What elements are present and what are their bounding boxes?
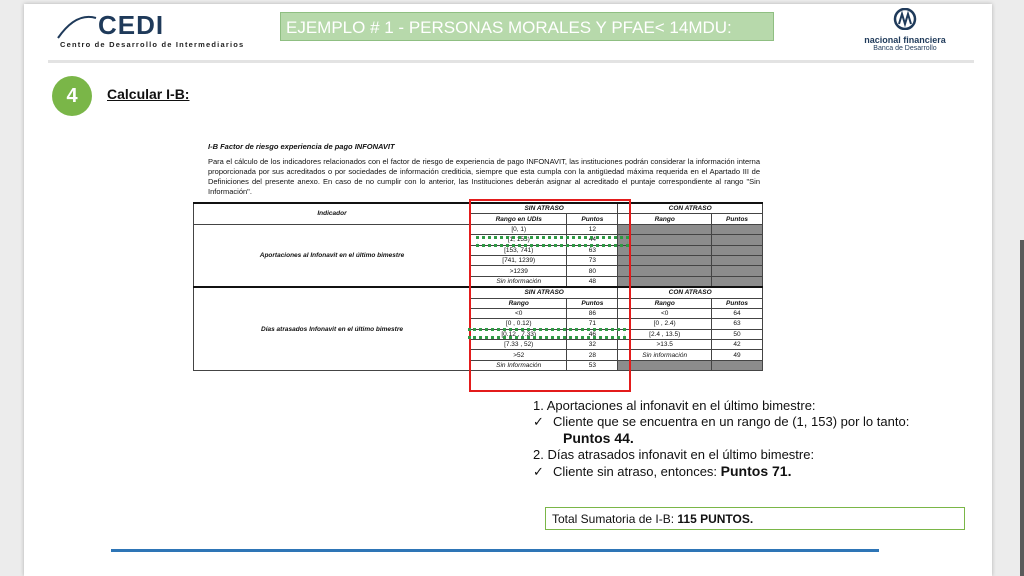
explanation-detail (533, 414, 980, 430)
edge-strip (1020, 240, 1024, 576)
table-cell: 63 (567, 245, 618, 255)
indicator-label: Días atrasados Infonavit en el último bimestre (194, 287, 471, 371)
table-cell: [2.4 , 13.5) (618, 329, 712, 339)
table-cell: [741, 1239) (471, 255, 567, 265)
selected-row-highlight (476, 236, 629, 247)
table-cell: 49 (712, 350, 763, 360)
explanation-detail (533, 463, 980, 480)
column-header: Puntos (567, 298, 618, 308)
table-cell: <0 (471, 308, 567, 318)
total-box (545, 507, 965, 530)
column-header: Rango (471, 298, 567, 308)
explanation-result: Puntos 71. (720, 463, 792, 479)
table-cell: >52 (471, 350, 567, 360)
cedi-logo (54, 8, 245, 52)
table-cell: 73 (567, 255, 618, 265)
header-divider (48, 60, 974, 63)
con-atraso-header: CON ATRASO (618, 287, 763, 298)
step-label: Calcular I-B: (107, 86, 190, 102)
table-cell: 48 (567, 276, 618, 287)
table-cell: >13.5 (618, 340, 712, 350)
nafin-logo-name: nacional financiera (864, 35, 946, 45)
table-cell: 28 (567, 350, 618, 360)
table-cell: [153, 741) (471, 245, 567, 255)
cedi-logo-subtitle: Centro de Desarrollo de Intermediarios (60, 40, 245, 49)
total-value: 115 PUNTOS. (677, 512, 754, 526)
table-cell: [0.12 , 7.33) (471, 329, 567, 339)
cedi-logo-word: CEDI (98, 10, 165, 40)
document-title: I-B Factor de riesgo experiencia de pago INFONAVIT (208, 142, 395, 151)
table-cell: 80 (567, 266, 618, 276)
table-cell: 50 (712, 329, 763, 339)
table-cell: >1239 (471, 266, 567, 276)
sin-atraso-highlight (469, 199, 631, 392)
explanation-item: 2. Días atrasados infonavit en el último bimestre: (533, 447, 815, 462)
column-header: Rango (618, 298, 712, 308)
explanation (533, 398, 980, 480)
document-excerpt (196, 142, 764, 197)
table-cell: 44 (567, 235, 618, 245)
column-header: Rango (618, 214, 712, 224)
footer-divider (111, 549, 879, 552)
table-cell: 63 (712, 319, 763, 329)
indicator-label: Aportaciones al Infonavit en el último bimestre (194, 224, 471, 287)
nafin-logo-subtitle: Banca de Desarrollo (873, 45, 937, 52)
table-cell: Sin información (471, 276, 567, 287)
check-icon: ✓ (533, 464, 544, 479)
step-number-badge: 4 (52, 76, 92, 116)
column-header: Puntos (567, 214, 618, 224)
page-title: EJEMPLO # 1 - PERSONAS MORALES Y PFAE< 14MDU: (280, 12, 774, 41)
table-cell: 12 (567, 224, 618, 234)
total-label: Total Sumatoria de I-B: (552, 512, 675, 526)
table-cell: 32 (567, 340, 618, 350)
table-cell: [1, 153) (471, 235, 567, 245)
nafin-emblem-icon (887, 8, 923, 30)
con-atraso-header: CON ATRASO (618, 203, 763, 214)
table-cell: 71 (567, 319, 618, 329)
sin-atraso-header: SIN ATRASO (471, 203, 618, 214)
indicator-header: Indicador (194, 203, 471, 224)
table-cell: 53 (567, 360, 618, 370)
column-header: Rango en UDIs (471, 214, 567, 224)
check-icon: ✓ (533, 414, 544, 429)
table-cell: 64 (712, 308, 763, 318)
table-cell: [7.33 , 52) (471, 340, 567, 350)
explanation-item: 1. Aportaciones al infonavit en el último bimestre: (533, 398, 816, 413)
table-cell: [0 , 2.4) (618, 319, 712, 329)
table-cell: [0, 1) (471, 224, 567, 234)
column-header: Puntos (712, 214, 763, 224)
sin-atraso-header: SIN ATRASO (471, 287, 618, 298)
nafin-logo (855, 8, 955, 52)
explanation-detail-text: Cliente sin atraso, entonces: (553, 464, 718, 479)
table-cell: 86 (567, 308, 618, 318)
selected-row-highlight (468, 328, 626, 339)
table-cell: <0 (618, 308, 712, 318)
table-cell: Sin información (618, 350, 712, 360)
table-cell: Sin Información (471, 360, 567, 370)
table-cell: [0 , 0.12) (471, 319, 567, 329)
explanation-detail-text: Cliente que se encuentra en un rango de (1, 153) por lo tanto: (553, 414, 910, 429)
column-header: Puntos (712, 298, 763, 308)
table-cell: 46 (567, 329, 618, 339)
table-cell: 42 (712, 340, 763, 350)
explanation-result: Puntos 44. (563, 430, 634, 446)
document-paragraph: Para el cálculo de los indicadores relacionados con el factor de riesgo de experiencia de pago INFONAVIT, las instituciones podrán considerar la información interna proporcionada por sus acreditados o por sociedades de información crediticia, siempre que esta cumpla con la antigüedad máxima requerida en el Apartado III de Definiciones del presente anexo. En caso de no cumplir con lo anterior, las Instituciones deberán asignar al acreditado el puntaje correspondiente al rango "Sin Información". (208, 157, 760, 196)
